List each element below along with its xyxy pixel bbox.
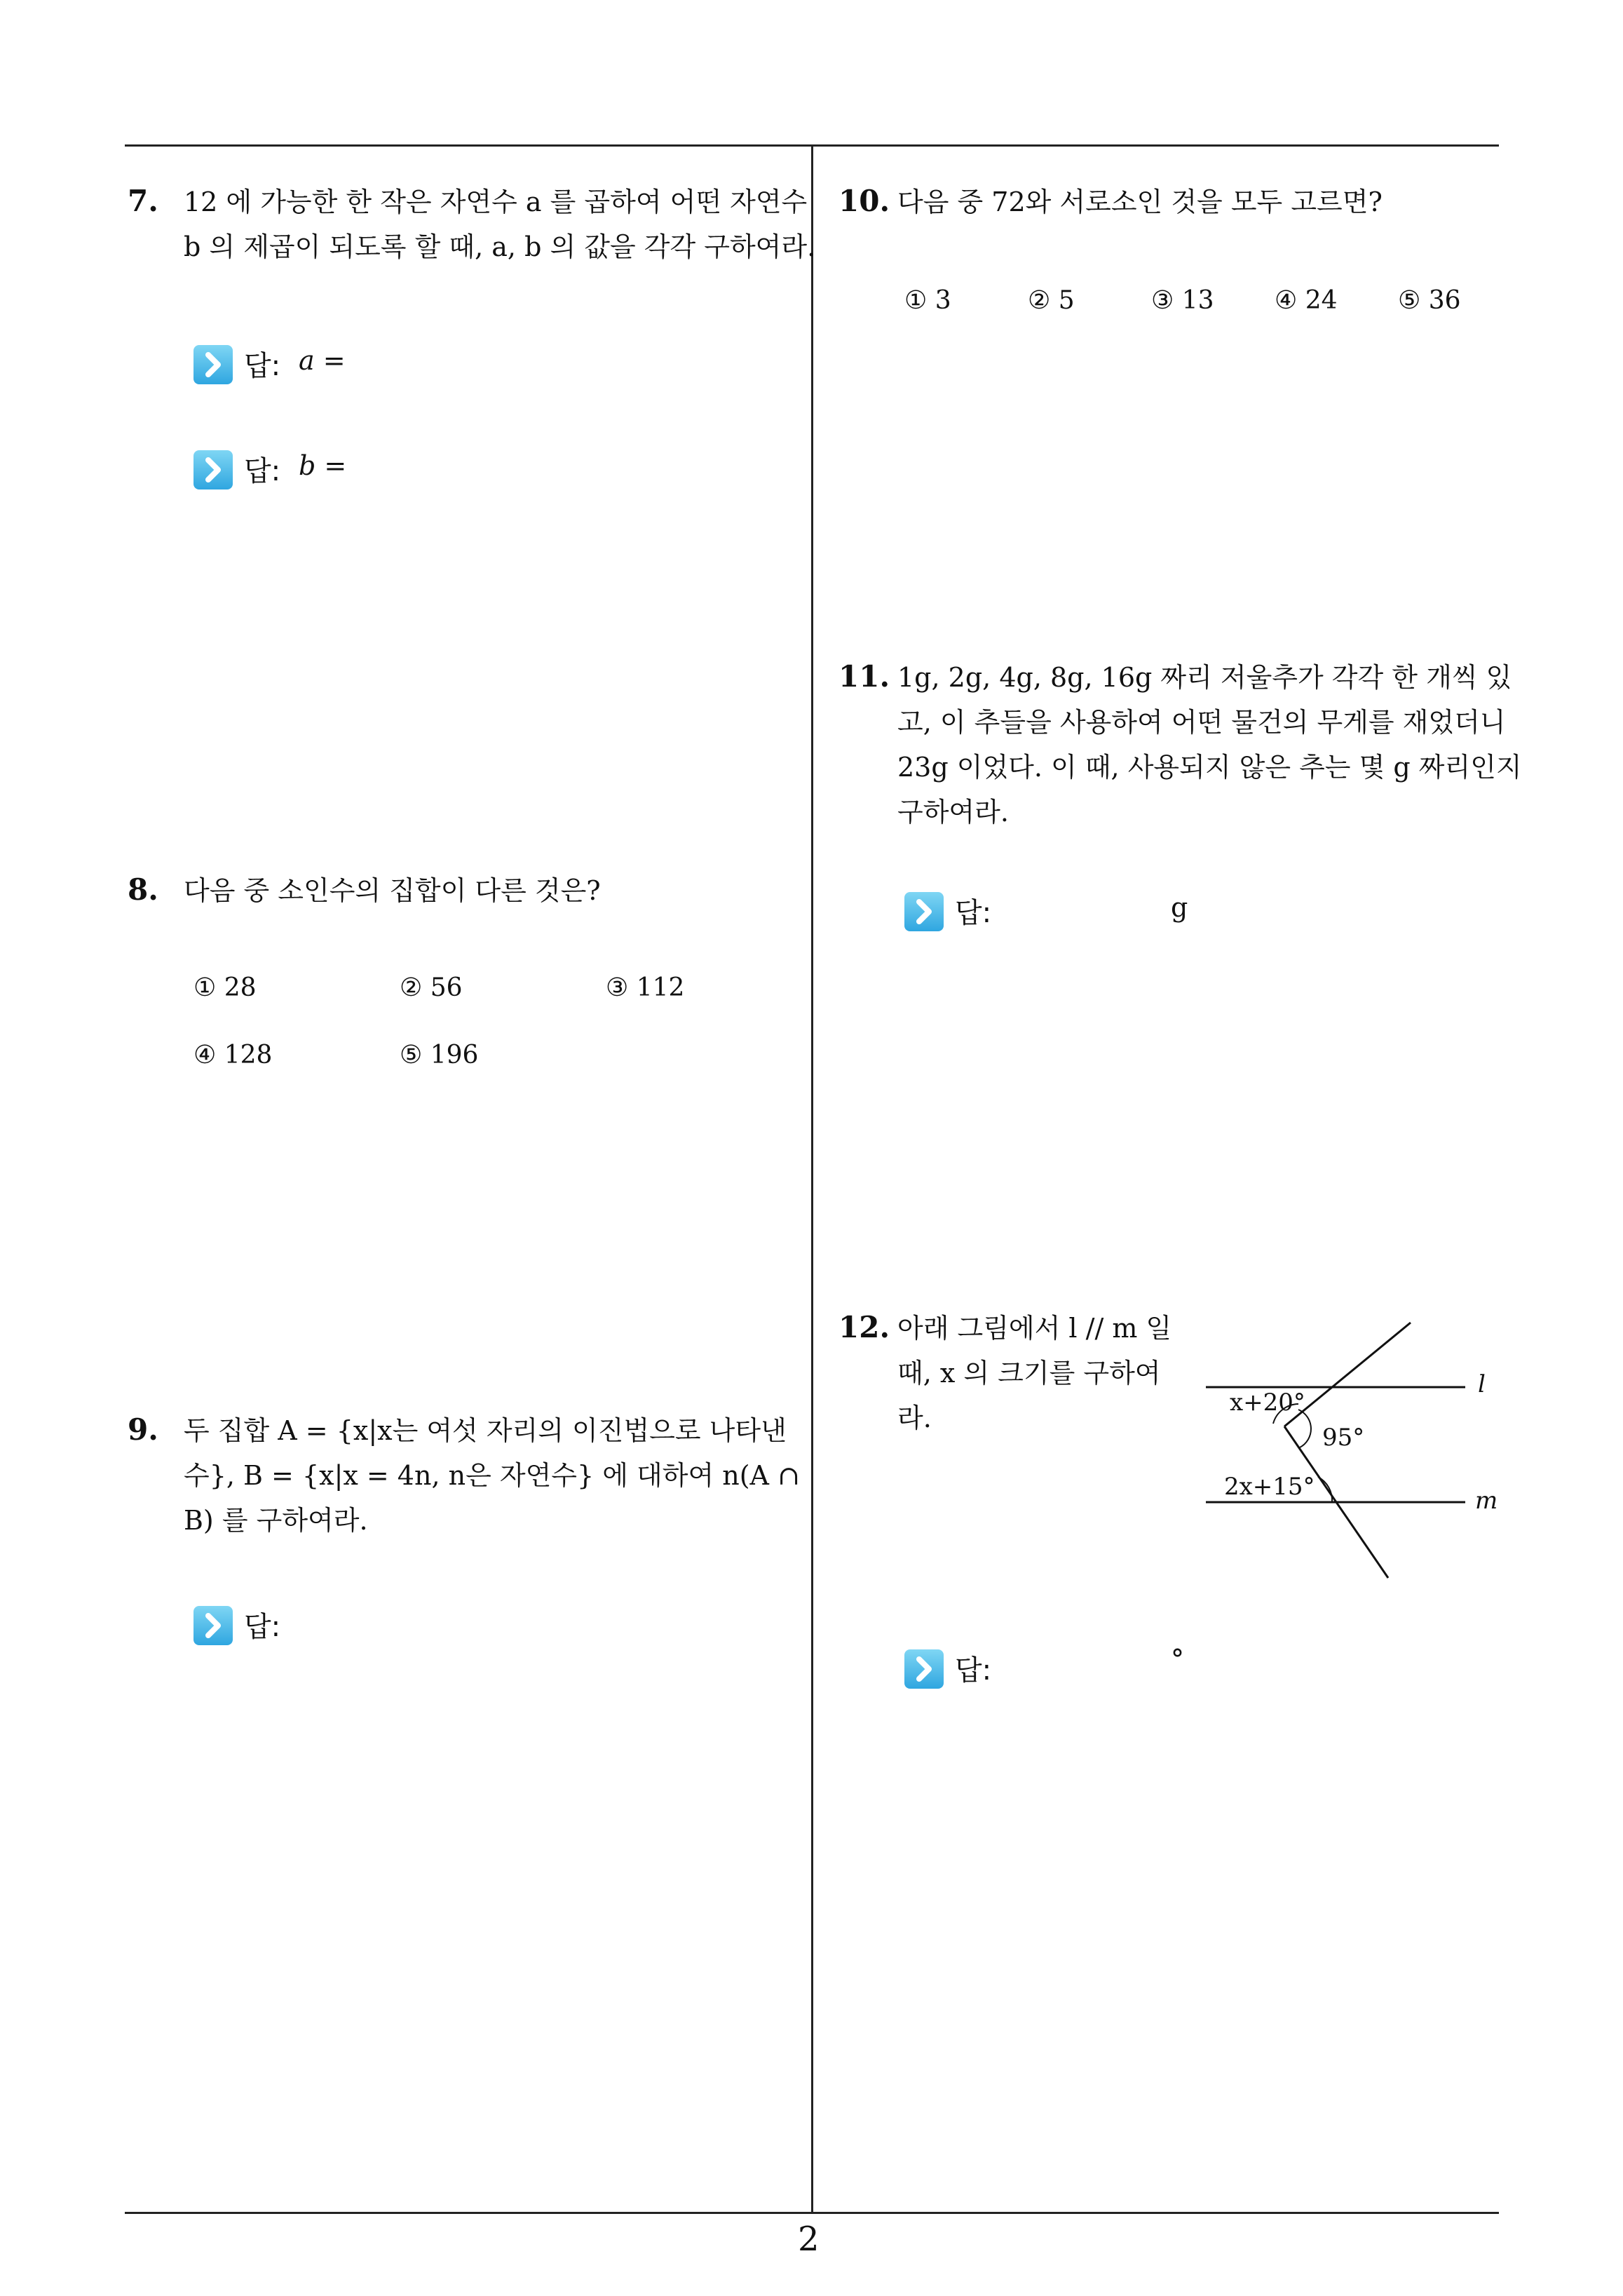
q12-text bbox=[897, 1306, 1172, 1440]
q8-choice-5[interactable]: ⑤ 196 bbox=[400, 1041, 479, 1069]
q8-choice-2[interactable]: ② 56 bbox=[400, 973, 463, 1002]
q8-line-1: 다음 중 소인수의 집합이 다른 것은? bbox=[184, 875, 601, 906]
q8-choice-1[interactable]: ① 28 bbox=[193, 973, 257, 1002]
q7-line-2: b 의 제곱이 되도록 할 때, a, b 의 값을 각각 구하여라. bbox=[184, 231, 816, 262]
answer-label: 답: bbox=[244, 1611, 281, 1643]
q12-number: 12. bbox=[838, 1310, 890, 1344]
q10-text bbox=[897, 180, 1383, 224]
q10-line-1: 다음 중 72와 서로소인 것을 모두 고르면? bbox=[897, 187, 1383, 217]
q7-answer-a-value: a = bbox=[299, 345, 346, 376]
answer-label: 답: bbox=[955, 897, 992, 929]
q7-line-1: 12 에 가능한 한 작은 자연수 a 를 곱하여 어떤 자연수 bbox=[184, 187, 808, 217]
q11-line-2: 고, 이 추들을 사용하여 어떤 물건의 무게를 재었더니 bbox=[897, 707, 1506, 738]
q8-number: 8. bbox=[128, 872, 158, 907]
q11-text bbox=[897, 655, 1522, 835]
fig-label-angle-bottom: 2x+15° bbox=[1224, 1473, 1315, 1501]
answer-label: 답: bbox=[244, 350, 281, 382]
answer-label: 답: bbox=[244, 455, 281, 487]
q12-answer-unit: ° bbox=[1171, 1644, 1184, 1675]
q11-line-1: 1g, 2g, 4g, 8g, 16g 짜리 저울추가 각각 한 개씩 있 bbox=[897, 662, 1512, 693]
q10-choice-2[interactable]: ② 5 bbox=[1028, 286, 1075, 315]
q7-text bbox=[184, 180, 815, 269]
page-number: 2 bbox=[798, 2220, 820, 2259]
q10-choice-4[interactable]: ④ 24 bbox=[1275, 286, 1338, 315]
q7-number: 7. bbox=[128, 184, 158, 218]
q12-line-3: 라. bbox=[897, 1403, 932, 1433]
q12-line-1: 아래 그림에서 l // m 일 bbox=[897, 1313, 1172, 1344]
q12-figure bbox=[1192, 1304, 1514, 1599]
fig-label-l: l bbox=[1478, 1370, 1486, 1398]
answer-arrow-icon bbox=[193, 1606, 233, 1645]
q10-choice-5[interactable]: ⑤ 36 bbox=[1398, 286, 1461, 315]
q11-answer-unit: g bbox=[1171, 892, 1188, 923]
q8-choice-3[interactable]: ③ 112 bbox=[606, 973, 685, 1002]
q9-text bbox=[184, 1408, 800, 1543]
answer-arrow-icon bbox=[193, 450, 233, 489]
angle-arc-bottom bbox=[1318, 1477, 1332, 1502]
q8-choice-4[interactable]: ④ 128 bbox=[193, 1041, 273, 1069]
q12-line-2: 때, x 의 크기를 구하여 bbox=[897, 1358, 1161, 1389]
column-divider bbox=[811, 144, 813, 2213]
q9-line-1: 두 집합 A = {x|x는 여섯 자리의 이진법으로 나타낸 bbox=[184, 1415, 787, 1446]
fig-label-angle-top: x+20° bbox=[1230, 1389, 1305, 1417]
q11-number: 11. bbox=[838, 659, 890, 694]
fig-label-angle-mid: 95° bbox=[1322, 1424, 1365, 1452]
q11-line-3: 23g 이었다. 이 때, 사용되지 않은 추는 몇 g 짜리인지 bbox=[897, 752, 1522, 783]
answer-arrow-icon bbox=[904, 892, 944, 931]
q9-line-2: 수}, B = {x|x = 4n, n은 자연수} 에 대하여 n(A ∩ bbox=[184, 1460, 800, 1491]
answer-label: 답: bbox=[955, 1654, 992, 1687]
q9-line-3: B) 를 구하여라. bbox=[184, 1505, 368, 1536]
q11-line-4: 구하여라. bbox=[897, 797, 1009, 828]
answer-arrow-icon bbox=[193, 345, 233, 384]
q9-number: 9. bbox=[128, 1412, 158, 1447]
answer-arrow-icon bbox=[904, 1649, 944, 1689]
fig-label-m: m bbox=[1475, 1487, 1498, 1515]
q10-choice-1[interactable]: ① 3 bbox=[904, 286, 951, 315]
q10-number: 10. bbox=[838, 184, 890, 218]
q8-text bbox=[184, 868, 601, 913]
q7-answer-b-value: b = bbox=[299, 450, 347, 481]
q10-choice-3[interactable]: ③ 13 bbox=[1151, 286, 1214, 315]
